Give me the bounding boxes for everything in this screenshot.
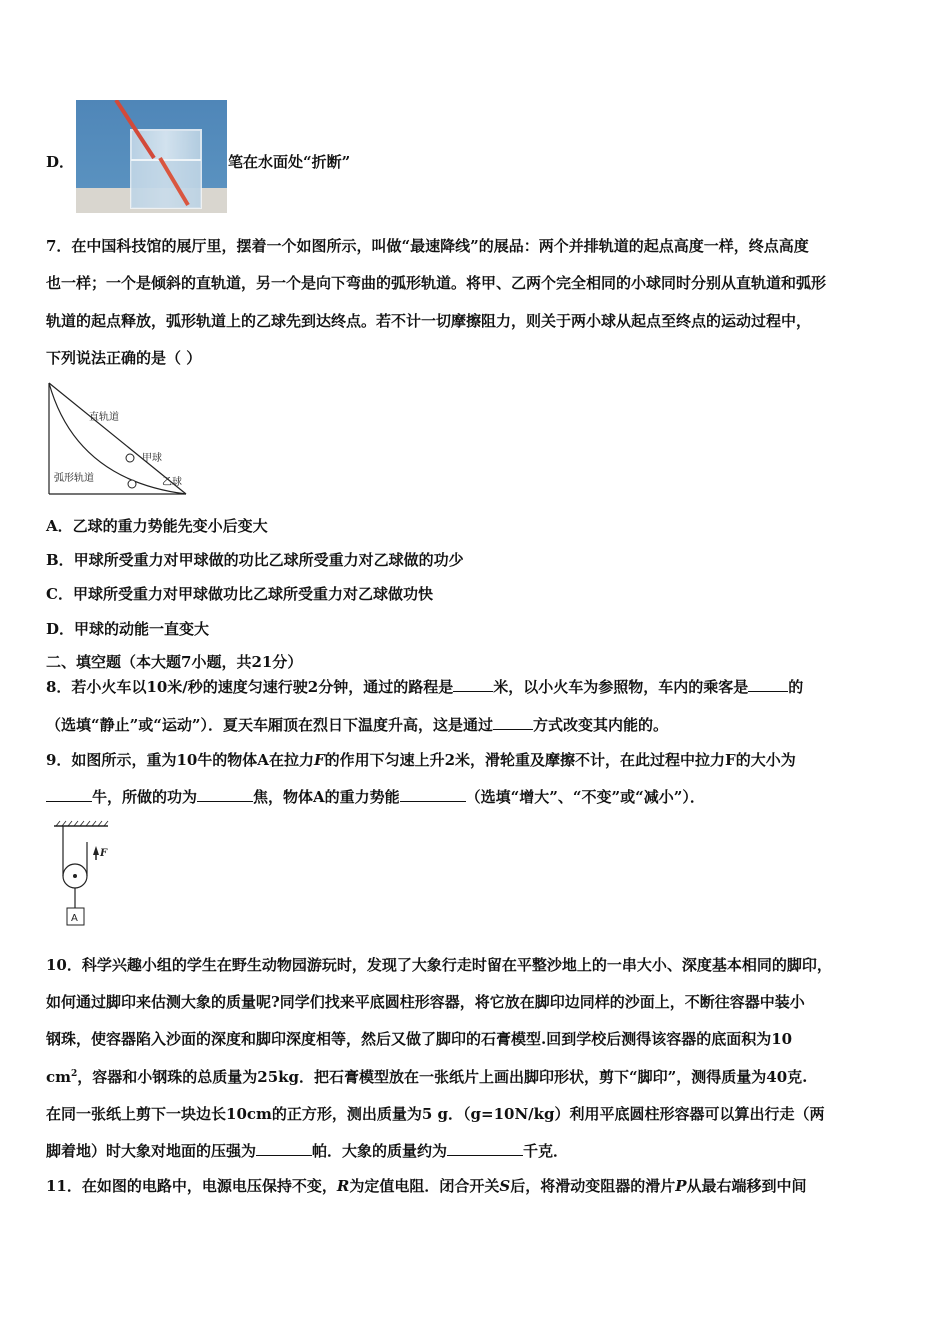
pencil-in-water-photo <box>76 100 227 213</box>
q7-option-a: A．乙球的重力势能先变小后变大 <box>46 517 268 535</box>
q10-unit-cm: cm <box>46 1068 72 1086</box>
q9-line-2 <box>46 787 705 807</box>
q8-text-2a: （选填“静止”或“运动”）．夏天车厢顶在烈日下温度升高，这是通过 <box>46 716 494 734</box>
q9-blank-energy[interactable] <box>400 787 466 802</box>
q8-text-1b: 米，以小火车为参照物，车内的乘客是 <box>493 678 749 696</box>
q10-line-6 <box>46 1141 568 1161</box>
pulley-figure <box>52 820 112 932</box>
q9-symbol-f: F <box>313 751 325 769</box>
q9-text-2c: （选填“增大”、“不变”或“减小”）． <box>465 788 705 806</box>
q11-line-1 <box>46 1176 807 1196</box>
label-block-a: A <box>71 913 78 924</box>
q11-text-1d: 从最右端移到中间 <box>686 1177 807 1195</box>
q8-blank-distance[interactable] <box>453 677 493 692</box>
q8-blank-method[interactable] <box>493 715 533 730</box>
q8-line-1 <box>46 677 803 697</box>
q9-blank-work[interactable] <box>197 787 253 802</box>
q11-symbol-p: P <box>675 1177 687 1195</box>
q9-text-1a: 9．如图所示，重为10牛的物体A在拉力 <box>46 751 314 769</box>
q6-option-d-text: 笔在水面处“折断” <box>228 153 351 171</box>
q9-text-2a: 牛，所做的功为 <box>92 788 198 806</box>
q10-blank-mass[interactable] <box>447 1141 523 1156</box>
q7-option-c: C．甲球所受重力对甲球做功比乙球所受重力对乙球做功快 <box>46 585 433 603</box>
q8-text-1c: 的 <box>788 678 804 696</box>
q10-line-5: 在同一张纸上剪下一块边长10cm的正方形，测出质量为5 g．（g=10N/kg）利用平底圆柱形容器可以算出行走（两 <box>46 1105 825 1123</box>
q7-line-1: 7．在中国科技馆的展厅里，摆着一个如图所示，叫做“最速降线”的展品：两个并排轨道的起点高度一样，终点高度 <box>46 237 809 255</box>
q10-line-1: 10．科学兴趣小组的学生在野生动物园游玩时，发现了大象行走时留在平整沙地上的一串大小、深度基本相同的脚印， <box>46 956 832 974</box>
q11-text-1b: 为定值电阻．闭合开关 <box>349 1177 500 1195</box>
q10-unit-sup: 2 <box>71 1069 78 1079</box>
q10-text-4: ，容器和小钢珠的总质量为25kg．把石膏模型放在一张纸片上画出脚印形状，剪下“脚印”，测得质量为40克. <box>77 1068 808 1086</box>
q7-line-3: 轨道的起点释放，弧形轨道上的乙球先到达终点。若不计一切摩擦阻力，则关于两小球从起点至终点的运动过程中， <box>46 312 812 330</box>
q9-text-1b: 的作用下匀速上升2米，滑轮重及摩擦不计，在此过程中拉力F的大小为 <box>324 751 796 769</box>
q9-blank-force[interactable] <box>46 787 92 802</box>
q8-text-2b: 方式改变其内能的。 <box>533 716 669 734</box>
q10-line-3: 钢珠，使容器陷入沙面的深度和脚印深度相等，然后又做了脚印的石膏模型.回到学校后测得该容器的底面积为10 <box>46 1030 793 1048</box>
q11-symbol-s: S <box>499 1177 511 1195</box>
label-force-f: F <box>100 848 108 859</box>
q9-line-1 <box>46 750 796 770</box>
q7-option-b: B．甲球所受重力对甲球做的功比乙球所受重力对乙球做的功少 <box>46 551 464 569</box>
q10-text-6c: 千克． <box>523 1142 569 1160</box>
q11-symbol-r: R <box>336 1177 350 1195</box>
q9-text-2b: 焦，物体A的重力势能 <box>253 788 400 806</box>
q10-line-4 <box>46 1067 807 1087</box>
q7-line-4: 下列说法正确的是（ ） <box>46 349 202 367</box>
q8-line-2 <box>46 715 668 735</box>
q11-text-1c: 后，将滑动变阻器的滑片 <box>510 1177 676 1195</box>
q10-blank-pressure[interactable] <box>256 1141 312 1156</box>
q6-option-d-label: D． <box>46 153 75 171</box>
q7-line-2: 也一样；一个是倾斜的直轨道，另一个是向下弯曲的弧形轨道。将甲、乙两个完全相同的小球同时分别从直轨道和弧形 <box>46 274 827 292</box>
q10-text-6b: 帕．大象的质量约为 <box>312 1142 448 1160</box>
q8-text-1a: 8．若小火车以10米/秒的速度匀速行驶2分钟，通过的路程是 <box>46 678 454 696</box>
label-ball-a: 甲球 <box>142 453 162 464</box>
q10-text-6a: 脚着地）时大象对地面的压强为 <box>46 1142 257 1160</box>
q11-text-1a: 11．在如图的电路中，电源电压保持不变， <box>46 1177 337 1195</box>
brachistochrone-figure <box>46 380 196 500</box>
section-title: 二、填空题（本大题7小题，共21分） <box>46 653 303 671</box>
q8-blank-motion[interactable] <box>748 677 788 692</box>
q7-option-d: D．甲球的动能一直变大 <box>46 620 210 638</box>
label-ball-b: 乙球 <box>162 477 182 488</box>
label-straight-track: 直轨道 <box>89 412 119 423</box>
q10-line-2: 如何通过脚印来估测大象的质量呢?同学们找来平底圆柱形容器，将它放在脚印边同样的沙面上，不断往容器中装小 <box>46 993 805 1011</box>
label-arc-track: 弧形轨道 <box>54 473 94 484</box>
